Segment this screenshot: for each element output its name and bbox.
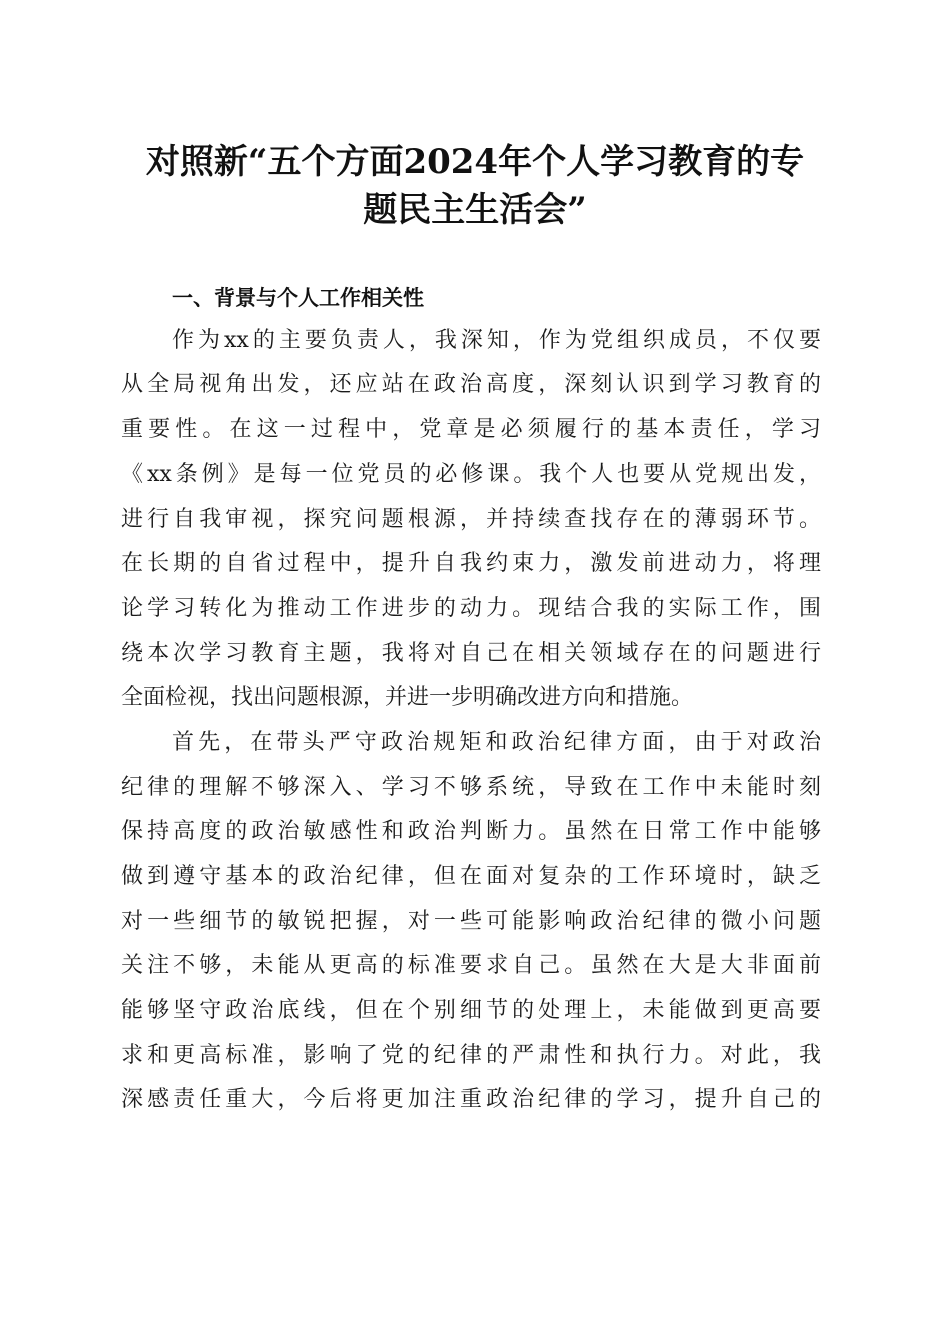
paragraph1-line: 《xx条例》是每一位党员的必修课。我个人也要从党规出发， bbox=[121, 462, 821, 487]
paragraph2-line: 保持高度的政治敏感性和政治判断力。虽然在日常工作中能够 bbox=[121, 819, 821, 844]
paragraph2-line: 做到遵守基本的政治纪律，但在面对复杂的工作环境时，缺乏 bbox=[121, 864, 821, 889]
document-title bbox=[100, 138, 850, 234]
title-line-1: 对照新“五个方面2024年个人学习教育的专 bbox=[145, 142, 805, 182]
paragraph1-line: 进行自我审视，探究问题根源，并持续查找存在的薄弱环节。 bbox=[121, 507, 821, 532]
paragraph1-line: 作为xx的主要负责人，我深知，作为党组织成员，不仅要 bbox=[172, 328, 821, 353]
paragraph1-line: 绕本次学习教育主题，我将对自己在相关领域存在的问题进行 bbox=[121, 641, 821, 666]
paragraph1-line: 在长期的自省过程中，提升自我约束力，激发前进动力，将理 bbox=[121, 551, 821, 576]
paragraph1-line: 全面检视，找出问题根源，并进一步明确改进方向和措施。 bbox=[121, 685, 694, 710]
paragraph2-line: 纪律的理解不够深入、学习不够系统，导致在工作中未能时刻 bbox=[121, 775, 821, 800]
paragraph2-line: 求和更高标准，影响了党的纪律的严肃性和执行力。对此，我 bbox=[121, 1043, 821, 1068]
paragraph1-line: 论学习转化为推动工作进步的动力。现结合我的实际工作，围 bbox=[121, 596, 821, 621]
paragraph2-line: 能够坚守政治底线，但在个别细节的处理上，未能做到更高要 bbox=[121, 998, 821, 1023]
paragraph2-line: 深感责任重大，今后将更加注重政治纪律的学习，提升自己的 bbox=[121, 1087, 821, 1112]
paragraph2-line: 首先，在带头严守政治规矩和政治纪律方面，由于对政治 bbox=[172, 730, 821, 755]
paragraph1-line: 重要性。在这一过程中，党章是必须履行的基本责任，学习 bbox=[121, 417, 821, 442]
section-heading: 一、背景与个人工作相关性 bbox=[172, 286, 424, 310]
paragraph1-line: 从全局视角出发，还应站在政治高度，深刻认识到学习教育的 bbox=[121, 372, 821, 397]
paragraph2-line: 对一些细节的敏锐把握，对一些可能影响政治纪律的微小问题 bbox=[121, 909, 821, 934]
paragraph2-line: 关注不够，未能从更高的标准要求自己。虽然在大是大非面前 bbox=[121, 953, 821, 978]
title-line-2: 题民主生活会” bbox=[363, 190, 587, 230]
